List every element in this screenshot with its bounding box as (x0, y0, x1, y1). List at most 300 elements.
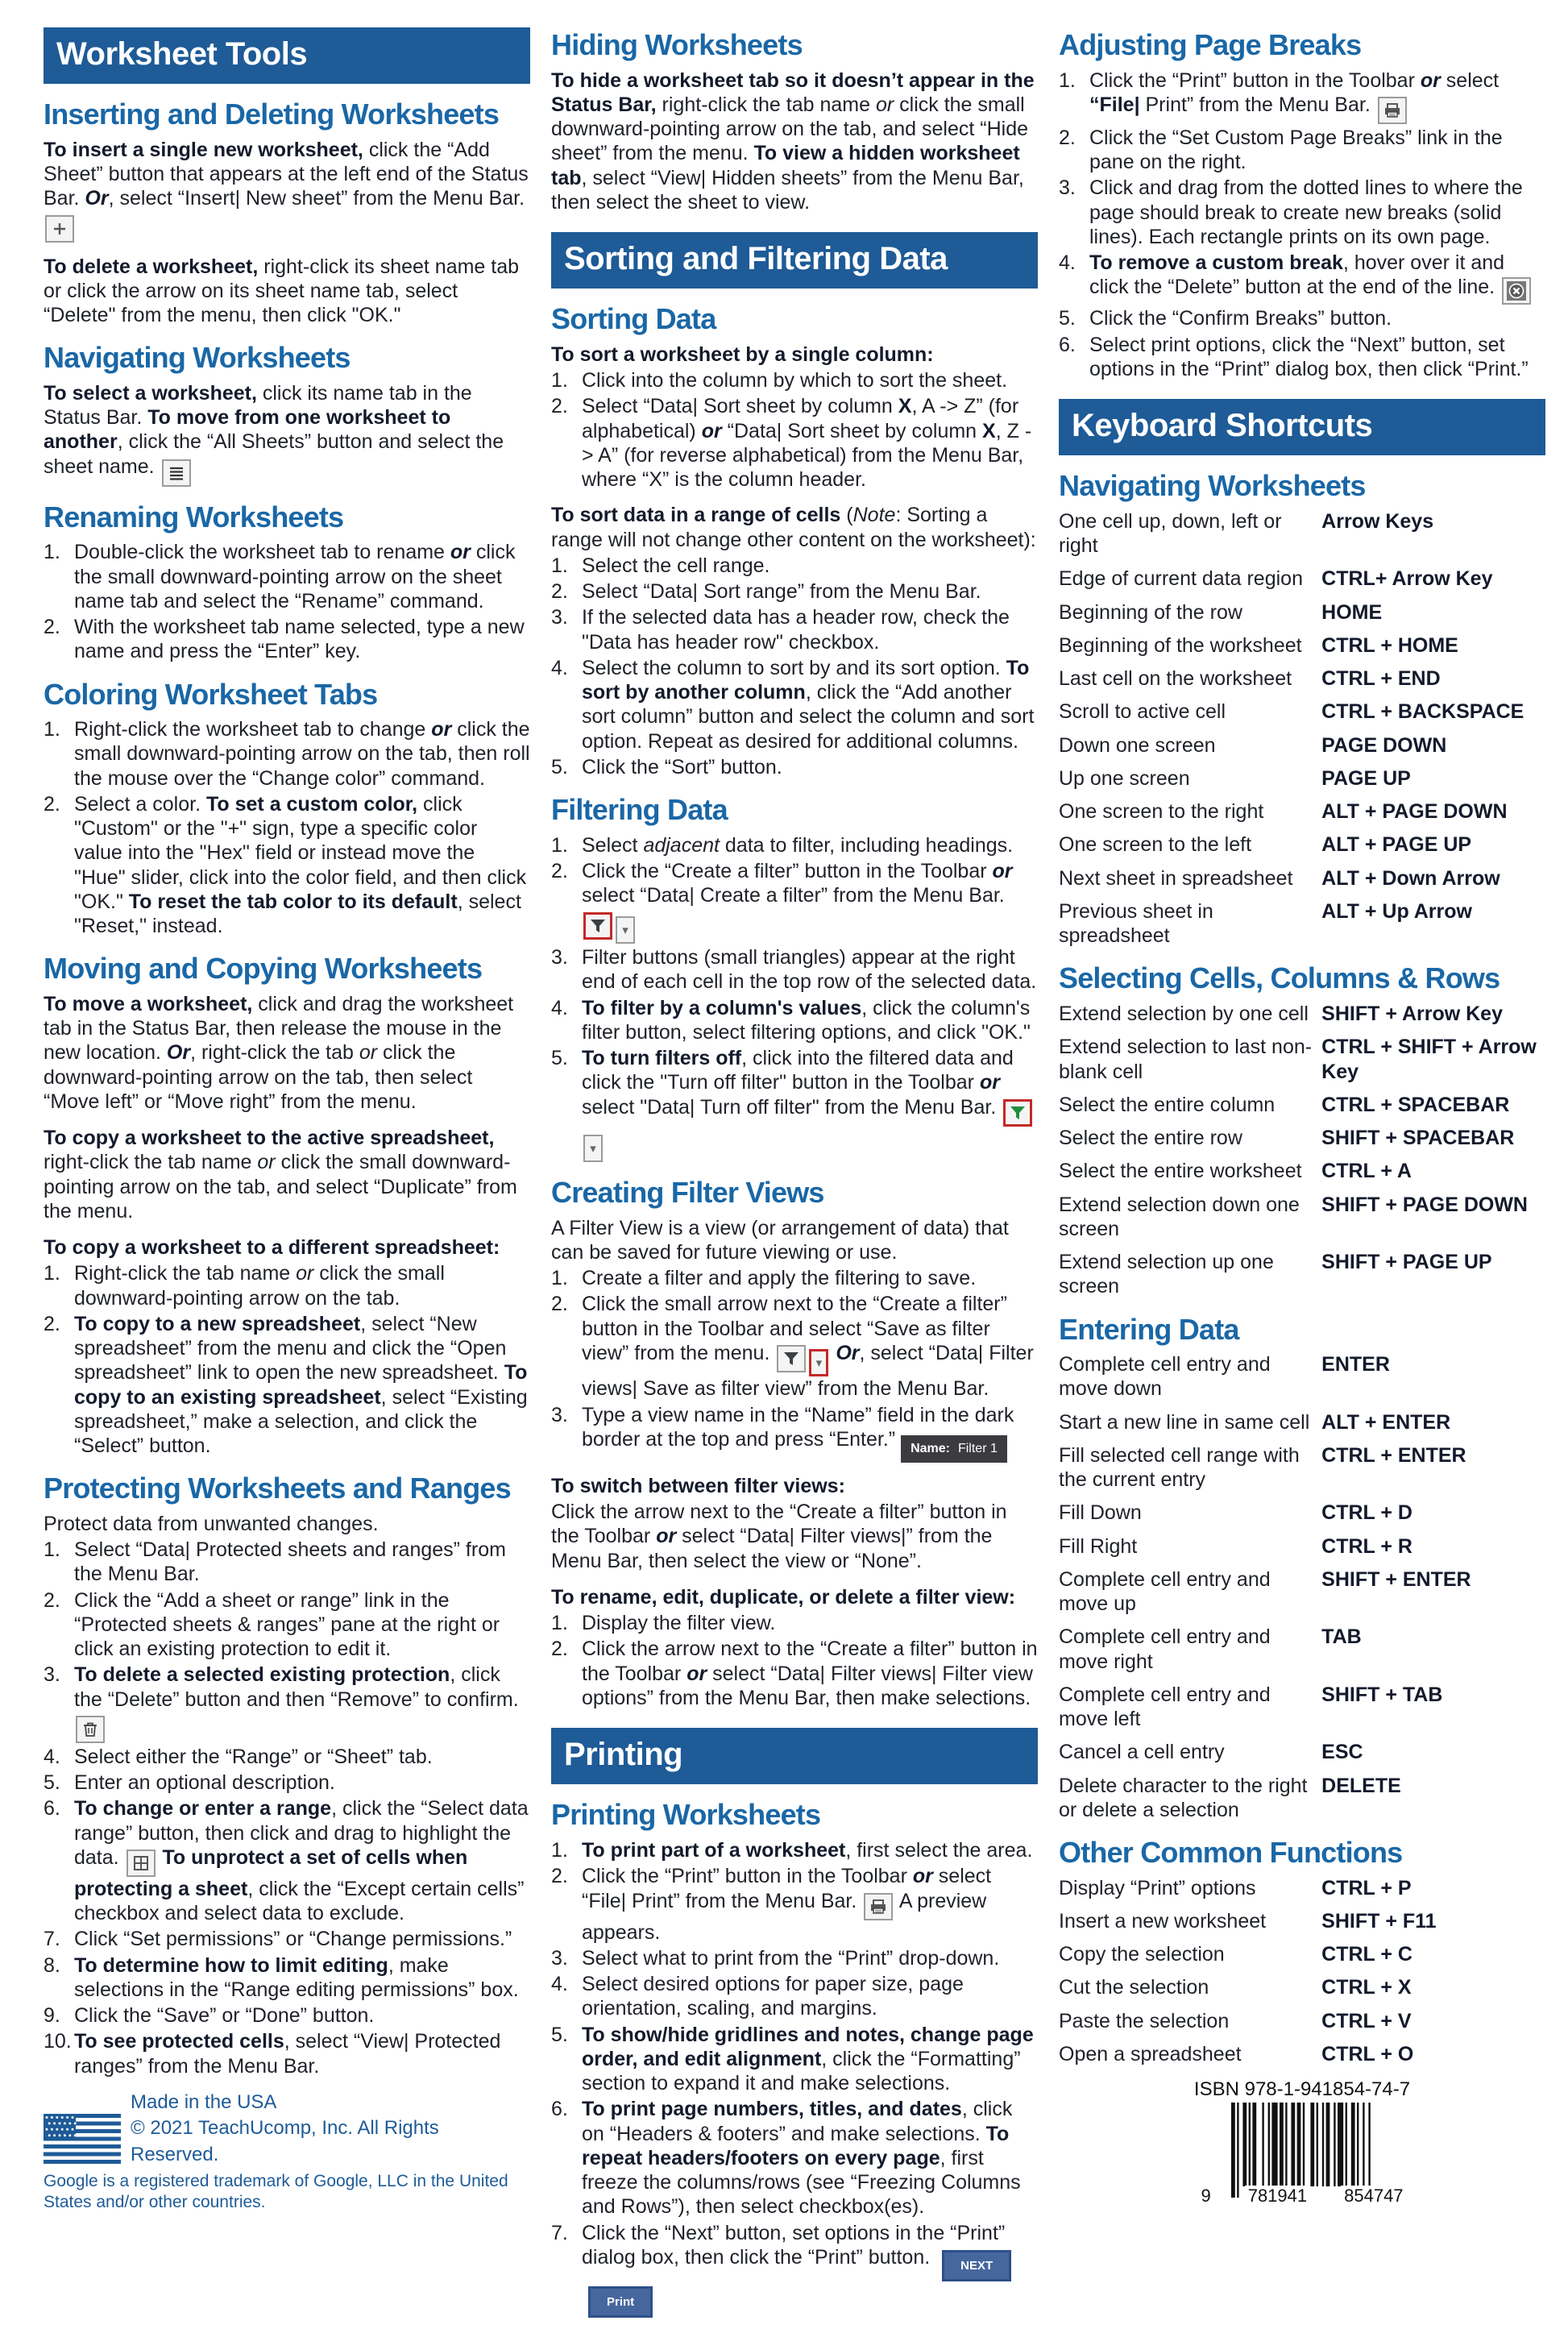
text-run: To set a custom color, (205, 792, 418, 816)
shortcut-action: One screen to the right (1059, 800, 1264, 824)
list-item-text (74, 2029, 530, 2078)
paragraph (551, 68, 1038, 215)
text-run: Select a color. (74, 792, 206, 816)
list-item (44, 1745, 530, 1769)
shortcut-action: Fill selected cell range with the current entry (1059, 1443, 1300, 1492)
list-item (44, 2003, 530, 2028)
list-item-text (74, 1312, 530, 1459)
list-item-number: 1. (551, 1839, 568, 1862)
text-run: or (912, 1865, 933, 1888)
list-item-text (582, 1972, 1038, 2021)
filter-dropdown-arrow: ▾ (616, 916, 635, 944)
list-item (551, 1266, 1038, 1290)
list-item (1059, 68, 1545, 124)
list-item-text (1089, 251, 1545, 305)
list-item-number: 4. (1059, 251, 1076, 275)
list-item-number: 2. (551, 1865, 568, 1888)
text-run: A preview appears. (582, 1889, 987, 1944)
numbered-list (1059, 68, 1545, 382)
list-item (551, 368, 1038, 392)
text-run: Select (582, 833, 644, 857)
text-run: To hide a worksheet tab so it doesn’t appear in the Status Bar, (551, 68, 1035, 116)
shortcut-keys: SHIFT + F11 (1321, 1909, 1437, 1933)
shortcut-action: One screen to the left (1059, 833, 1252, 857)
filter-dropdown-arrow: ▾ (583, 1135, 603, 1162)
text-run: To copy a worksheet to a different spreadsheet: (44, 1236, 500, 1260)
list-item (551, 859, 1038, 944)
list-item-text (74, 1796, 530, 1925)
list-item-text (74, 792, 530, 939)
shortcut-keys: SHIFT + ENTER (1321, 1567, 1471, 1591)
shortcut-row (1059, 1625, 1545, 1674)
paragraph (551, 1585, 1038, 1609)
shortcut-keys: ALT + PAGE DOWN (1321, 800, 1508, 824)
shortcut-row (1059, 1942, 1545, 1966)
list-item (44, 1663, 530, 1743)
list-item-text (74, 1953, 530, 2003)
text-run: To print page numbers, titles, and dates (582, 2098, 962, 2121)
list-item-text (1089, 333, 1545, 382)
text-run: or (992, 860, 1013, 883)
text-run: select “Data| Filter views|” from the Menu Bar, then select the view or “None”. (551, 1525, 993, 1572)
text-run: X (982, 419, 996, 442)
isbn-block (1059, 2078, 1545, 2207)
list-item-text (582, 1637, 1038, 1710)
text-run: To delete a selected existing protection (74, 1663, 450, 1687)
text-run: Enter an optional description. (74, 1771, 335, 1795)
shortcut-row (1059, 567, 1545, 591)
shortcut-row (1059, 766, 1545, 791)
subsection-heading: Other Common Functions (1059, 1836, 1403, 1870)
list-item-number: 5. (44, 1771, 60, 1795)
paragraph (551, 503, 1038, 552)
text-run: click the small downward-pointing arrow on the tab, then roll the mouse over the “Change color” command. (74, 718, 530, 790)
shortcut-action: Complete cell entry and move right (1059, 1625, 1271, 1673)
text-run: To sort by another column (582, 656, 1030, 704)
subsection-heading: Moving and Copying Worksheets (44, 952, 483, 986)
list-item-text (582, 368, 1038, 392)
shortcut-keys: CTRL + C (1321, 1943, 1412, 1966)
list-item-text (74, 1538, 530, 1587)
list-item-text (582, 833, 1038, 857)
list-item (551, 2221, 1038, 2318)
shortcut-row (1059, 1352, 1545, 1401)
shortcut-action: One cell up, down, left or right (1059, 509, 1282, 558)
text-run: , select “View| Hidden sheets” from the Menu Bar, then select the sheet to view. (551, 166, 1024, 214)
list-item-text (582, 1611, 1038, 1635)
list-item-text (582, 2097, 1038, 2219)
shortcut-row (1059, 832, 1545, 857)
text-run: With the worksheet tab name selected, type a new name and press the “Enter” key. (74, 616, 525, 663)
text-run: , click the “Select data range” button, then click and drag to highlight the data. (74, 1797, 529, 1869)
text-run: To turn filters off (582, 1047, 742, 1070)
shortcut-row (1059, 1975, 1545, 1999)
shortcut-action: Select the entire worksheet (1059, 1160, 1302, 1183)
text-run: , click into the filtered data and click the "Turn off filter" button in the Toolbar (582, 1047, 1014, 1094)
text-run: Click the “Save” or “Done” button. (74, 2004, 375, 2028)
shortcut-action: Fill Right (1059, 1534, 1138, 1558)
shortcut-action: Complete cell entry and move left (1059, 1683, 1271, 1731)
text-run: click the small downward-pointing arrow on the tab, and select “Hide sheet” from the menu. (551, 93, 1029, 165)
text-run: , A -> Z” (for alphabetical) (582, 395, 1019, 442)
shortcut-row (1059, 666, 1545, 691)
list-item (1059, 333, 1545, 382)
shortcut-keys: CTRL + HOME (1321, 633, 1458, 657)
list-item (44, 615, 530, 664)
list-item-number: 1. (551, 1612, 568, 1635)
paragraph (44, 255, 530, 328)
shortcut-keys: CTRL + O (1321, 2042, 1414, 2065)
list-item-text (1089, 176, 1545, 249)
shortcut-keys: CTRL + END (1321, 667, 1441, 691)
us-flag-icon (44, 2114, 121, 2169)
shortcut-row (1059, 1909, 1545, 1933)
text-run: right-click the tab name (44, 1151, 258, 1174)
list-item-number: 2. (44, 792, 60, 816)
list-item (551, 1946, 1038, 1970)
text-run: Select print options, click the “Next” button, set options in the “Print” dialog box, then click “Print.” (1089, 333, 1529, 380)
shortcut-row (1059, 2009, 1545, 2033)
text-run: Or (836, 1341, 860, 1364)
text-run: Display the filter view. (582, 1612, 776, 1635)
list-item-text (582, 605, 1038, 654)
subsection-heading: Protecting Worksheets and Ranges (44, 1472, 511, 1505)
text-run: ( (840, 504, 853, 527)
list-item (551, 1972, 1038, 2021)
numbered-list (551, 554, 1038, 779)
shortcut-row (1059, 1876, 1545, 1900)
list-item (551, 755, 1038, 779)
text-run: Select the column to sort by and its sort option. (582, 656, 1006, 679)
text-run: Select the cell range. (582, 554, 770, 577)
list-item-number: 2. (551, 1293, 568, 1316)
shortcut-row (1059, 899, 1545, 949)
list-item-number: 5. (551, 755, 568, 778)
text-run: If the selected data has a header row, check the "Data has header row" checkbox. (582, 606, 1010, 654)
list-item (551, 945, 1038, 994)
column-1 (44, 27, 530, 2329)
create-filter-button (583, 912, 612, 940)
list-item-number: 5. (551, 2023, 568, 2046)
text-run: or (687, 1662, 707, 1685)
text-run: Click the “Print” button in the Toolbar (1089, 68, 1421, 92)
list-item-number: 2. (551, 580, 568, 604)
shortcut-row (1059, 1774, 1545, 1823)
delete-break-button (1502, 277, 1531, 305)
text-run: , click the “Delete” button and then “Remove” to confirm. (74, 1663, 519, 1711)
list-item-number: 4. (551, 996, 568, 1019)
text-run: , click the column's filter button, select filtering options, and click "OK." (582, 996, 1031, 1044)
list-item-text (1089, 306, 1545, 330)
section-banner: Printing (551, 1728, 1038, 1784)
text-run: Or (85, 187, 109, 210)
text-run: Select desired options for paper size, page orientation, scaling, and margins. (582, 1973, 964, 2020)
text-run: adjacent (643, 833, 720, 857)
list-item-text (582, 1292, 1038, 1401)
numbered-list (44, 717, 530, 938)
list-item (44, 1927, 530, 1951)
text-run: Click the “Create a filter” button in the Toolbar (582, 860, 993, 883)
text-run: Type a view name in the “Name” field in the dark border at the top and press “Enter.” (582, 1403, 1014, 1451)
list-item (551, 1403, 1038, 1463)
text-run: To unprotect a set of cells when protecting a sheet (74, 1845, 468, 1900)
text-run: Click the “Add a sheet or range” link in the “Protected sheets & ranges” pane at the right or click an existing protection to edit it. (74, 1588, 500, 1661)
shortcut-row (1059, 1534, 1545, 1559)
shortcut-row (1059, 1740, 1545, 1764)
shortcut-action: Start a new line in same cell (1059, 1410, 1310, 1434)
numbered-list (44, 1538, 530, 2078)
subsection-heading: Coloring Worksheet Tabs (44, 677, 378, 711)
text-run: , hover over it and click the “Delete” button at the end of the line. (1089, 251, 1505, 299)
list-item-number: 1. (551, 833, 568, 857)
list-item-text (74, 1588, 530, 1662)
numbered-list (551, 1266, 1038, 1463)
text-run: Click the “Sort” button. (582, 755, 782, 778)
text-run: or (979, 1071, 1000, 1094)
text-run: To rename, edit, duplicate, or delete a filter view: (551, 1585, 1016, 1609)
paragraph (551, 342, 1038, 367)
all-sheets-button (162, 459, 191, 487)
list-item-text (582, 859, 1038, 944)
text-run: , click the “Formatting” section to expand it and make selections. (582, 2047, 1021, 2095)
shortcut-keys: CTRL + BACKSPACE (1321, 700, 1524, 724)
shortcut-row (1059, 509, 1545, 558)
shortcut-table (1059, 509, 1545, 949)
shortcut-action: Last cell on the worksheet (1059, 667, 1292, 691)
text-run: Click the “Next” button, set options in the “Print” dialog box, then click the “Print” button. (582, 2221, 1006, 2269)
shortcut-action: Display “Print” options (1059, 1876, 1256, 1899)
paragraph (551, 1500, 1038, 1573)
text-run: , first freeze the columns/rows (see “Freezing Columns and Rows”), then select checkbox(es). (582, 2146, 1021, 2219)
shortcut-keys: SHIFT + Arrow Key (1321, 1003, 1503, 1026)
text-run: Right-click the tab name (74, 1262, 297, 1285)
shortcut-row (1059, 1683, 1545, 1732)
isbn-number: ISBN 978-1-941854-74-7 (1193, 2078, 1411, 2101)
text-run: To remove a custom break (1089, 251, 1343, 275)
list-item-number: 1. (1059, 68, 1076, 92)
shortcut-action: Copy the selection (1059, 1943, 1225, 1966)
next-button: NEXT (942, 2250, 1011, 2281)
text-run: Protect data from unwanted changes. (44, 1512, 379, 1535)
shortcut-action: Scroll to active cell (1059, 700, 1226, 724)
list-item (551, 1046, 1038, 1162)
paragraph (551, 1474, 1038, 1498)
list-item-number: 1. (551, 1267, 568, 1290)
shortcut-action: Extend selection by one cell (1059, 1003, 1309, 1026)
list-item (44, 1771, 530, 1795)
paragraph (44, 138, 530, 243)
list-item (1059, 126, 1545, 175)
text-run (157, 1846, 163, 1869)
list-item-number: 7. (551, 2221, 568, 2244)
list-item-number: 2. (551, 860, 568, 883)
shortcut-row (1059, 1002, 1545, 1026)
list-item (551, 1838, 1038, 1862)
list-item-number: 4. (44, 1745, 60, 1768)
text-run: Create a filter and apply the filtering to save. (582, 1267, 977, 1290)
shortcut-row (1059, 1250, 1545, 1299)
list-item (1059, 251, 1545, 305)
list-item-text (582, 2221, 1038, 2318)
list-item-number: 2. (44, 1588, 60, 1612)
paragraph (551, 1216, 1038, 1265)
text-run: , make selections in the “Range editing permissions” box. (74, 1953, 519, 2001)
text-run: click the small downward-pointing arrow on the tab, and select “Duplicate” from the menu. (44, 1151, 517, 1223)
list-item (551, 554, 1038, 578)
shortcut-action: Complete cell entry and move up (1059, 1567, 1271, 1616)
filter-dropdown-arrow-highlighted-icon: ▾ (809, 1349, 828, 1376)
text-run: , select “Data| Filter views| Save as filter view” from the Menu Bar. (582, 1341, 1034, 1401)
text-run: , select “Insert| New sheet” from the Menu Bar. (108, 187, 525, 210)
list-item-number: 4. (551, 656, 568, 679)
shortcut-action: Up one screen (1059, 766, 1190, 790)
list-item-text (582, 579, 1038, 604)
shortcut-row (1059, 2042, 1545, 2066)
text-run: To select a worksheet, (44, 381, 257, 405)
text-run: Or (166, 1041, 191, 1065)
list-item-number: 3. (551, 946, 568, 969)
list-item (44, 717, 530, 791)
shortcut-row (1059, 1035, 1545, 1084)
shortcut-keys: CTRL + R (1321, 1534, 1412, 1558)
text-run: X (898, 395, 912, 418)
text-run: click "Custom" or the "+" sign, type a specific color value into the "Hex" field or instead move the "Hue" slider, click into the color field, and then click "OK." (74, 792, 527, 913)
text-run: click and drag the worksheet tab in the Status Bar, then release the mouse in the new location. (44, 992, 514, 1065)
text-run: To copy to a new spreadsheet (74, 1312, 361, 1335)
list-item-text (582, 1864, 1038, 1945)
text-run: A Filter View is a view (or arrangement of data) that can be saved for future viewing or use. (551, 1216, 1009, 1264)
text-run: , select "Reset," instead. (74, 890, 521, 938)
list-item-number: 5. (551, 1047, 568, 1070)
subsection-heading: Filtering Data (551, 793, 728, 827)
shortcut-action: Paste the selection (1059, 2009, 1230, 2032)
text-run: , right-click the tab (190, 1041, 359, 1065)
list-item (551, 656, 1038, 754)
subsection-heading: Hiding Worksheets (551, 28, 803, 61)
paragraph (44, 1126, 530, 1223)
subsection-heading: Navigating Worksheets (1059, 469, 1366, 503)
shortcut-action: Complete cell entry and move down (1059, 1353, 1271, 1401)
list-item (44, 1796, 530, 1925)
text-run: Click the small arrow next to the “Create a filter” button in the Toolbar and select “Save as filter view” from the menu. (582, 1293, 1007, 1364)
list-item-number: 2. (1059, 126, 1076, 149)
section-banner: Worksheet Tools (44, 27, 530, 84)
list-item-number: 2. (44, 1312, 60, 1335)
section-banner: Keyboard Shortcuts (1059, 399, 1545, 455)
filter-name-label: Name: (911, 1441, 950, 1455)
shortcut-keys: ALT + PAGE UP (1321, 833, 1472, 857)
shortcut-row (1059, 1193, 1545, 1242)
list-item (551, 579, 1038, 604)
text-run: To reset the tab color to its default (128, 890, 458, 913)
list-item (44, 1538, 530, 1587)
text-run: To show/hide gridlines and notes, change page order, and edit alignment (582, 2023, 1034, 2070)
shortcut-action: Fill Down (1059, 1501, 1142, 1525)
shortcut-action: Cancel a cell entry (1059, 1741, 1225, 1764)
text-run: right-click its sheet name tab or click the arrow on its sheet name tab, select “Delete" from the menu, then click "OK." (44, 255, 520, 327)
section-banner: Sorting and Filtering Data (551, 232, 1038, 289)
list-item-number: 1. (44, 1538, 60, 1562)
print-button (1378, 97, 1407, 124)
text-run: Right-click the worksheet tab to change (74, 718, 432, 741)
text-run: Click the “Print” button in the Toolbar (582, 1865, 913, 1888)
shortcut-action: Cut the selection (1059, 1976, 1209, 1999)
text-run: Click into the column by which to sort the sheet. (582, 369, 1008, 392)
list-item-text (582, 1838, 1038, 1862)
list-item (1059, 306, 1545, 330)
shortcut-action: Insert a new worksheet (1059, 1909, 1267, 1933)
text-run: , select “New spreadsheet” from the menu and click the “Open spreadsheet” link to open the new spreadsheet. (74, 1312, 507, 1385)
shortcut-row (1059, 866, 1545, 890)
text-run: , click the “All Sheets” button and select the sheet name. (44, 430, 504, 478)
shortcut-keys: Arrow Keys (1321, 509, 1434, 533)
shortcut-action: Next sheet in spreadsheet (1059, 866, 1293, 890)
list-item-text (582, 2023, 1038, 2096)
list-item-text (74, 1771, 530, 1795)
list-item (44, 1953, 530, 2003)
list-item (44, 1588, 530, 1662)
list-item-text (74, 717, 530, 791)
list-item-number: 5. (1059, 307, 1076, 330)
list-item-text (582, 755, 1038, 779)
shortcut-action: Select the entire column (1059, 1093, 1276, 1116)
shortcut-action: Extend selection to last non-blank cell (1059, 1036, 1313, 1083)
list-item (44, 540, 530, 613)
text-run: To delete a worksheet, (44, 255, 259, 278)
list-item (551, 996, 1038, 1045)
list-item (551, 2023, 1038, 2096)
shortcut-row (1059, 1567, 1545, 1617)
list-item-number: 3. (44, 1663, 60, 1687)
text-run: To move from one worksheet to another (44, 406, 451, 454)
list-item (1059, 176, 1545, 249)
shortcut-action: Beginning of the row (1059, 600, 1242, 624)
list-item (44, 1312, 530, 1459)
numbered-list (551, 1838, 1038, 2318)
list-item-text (74, 1927, 530, 1951)
shortcut-action: Down one screen (1059, 733, 1216, 757)
text-run: Click and drag from the dotted lines to where the page should break to create new breaks (solid lines). Each rectangle prints on its own page. (1089, 176, 1523, 248)
text-run: or (875, 93, 894, 116)
text-run: , select “Existing spreadsheet,” make a selection, and click the “Select” button. (74, 1385, 528, 1458)
text-run: Note (852, 504, 896, 527)
list-item-text (74, 540, 530, 613)
text-run: “Data| Sort sheet by column (721, 419, 983, 442)
subsection-heading: Adjusting Page Breaks (1059, 28, 1362, 61)
list-item (551, 1292, 1038, 1401)
numbered-list (551, 1611, 1038, 1710)
text-run: or (656, 1525, 677, 1548)
text-run: “File| (1089, 93, 1140, 116)
list-item-number: 1. (551, 369, 568, 392)
shortcut-row (1059, 1093, 1545, 1117)
list-item (44, 2029, 530, 2078)
list-item-text (582, 945, 1038, 994)
list-item-number: 1. (44, 718, 60, 741)
shortcut-keys: TAB (1321, 1625, 1362, 1649)
filter-button (777, 1345, 806, 1372)
shortcut-action: Extend selection down one screen (1059, 1193, 1300, 1240)
numbered-list (551, 833, 1038, 1162)
shortcut-keys: CTRL + SHIFT + Arrow Key (1321, 1036, 1537, 1083)
list-item-number: 1. (551, 554, 568, 577)
text-run: Select “Data| Sort sheet by column (582, 395, 898, 418)
text-run: To repeat headers/footers on every page (582, 2122, 1010, 2169)
paragraph (44, 381, 530, 487)
shortcut-row (1059, 1443, 1545, 1492)
select-data-range-button (127, 1850, 156, 1877)
list-item (551, 2097, 1038, 2219)
